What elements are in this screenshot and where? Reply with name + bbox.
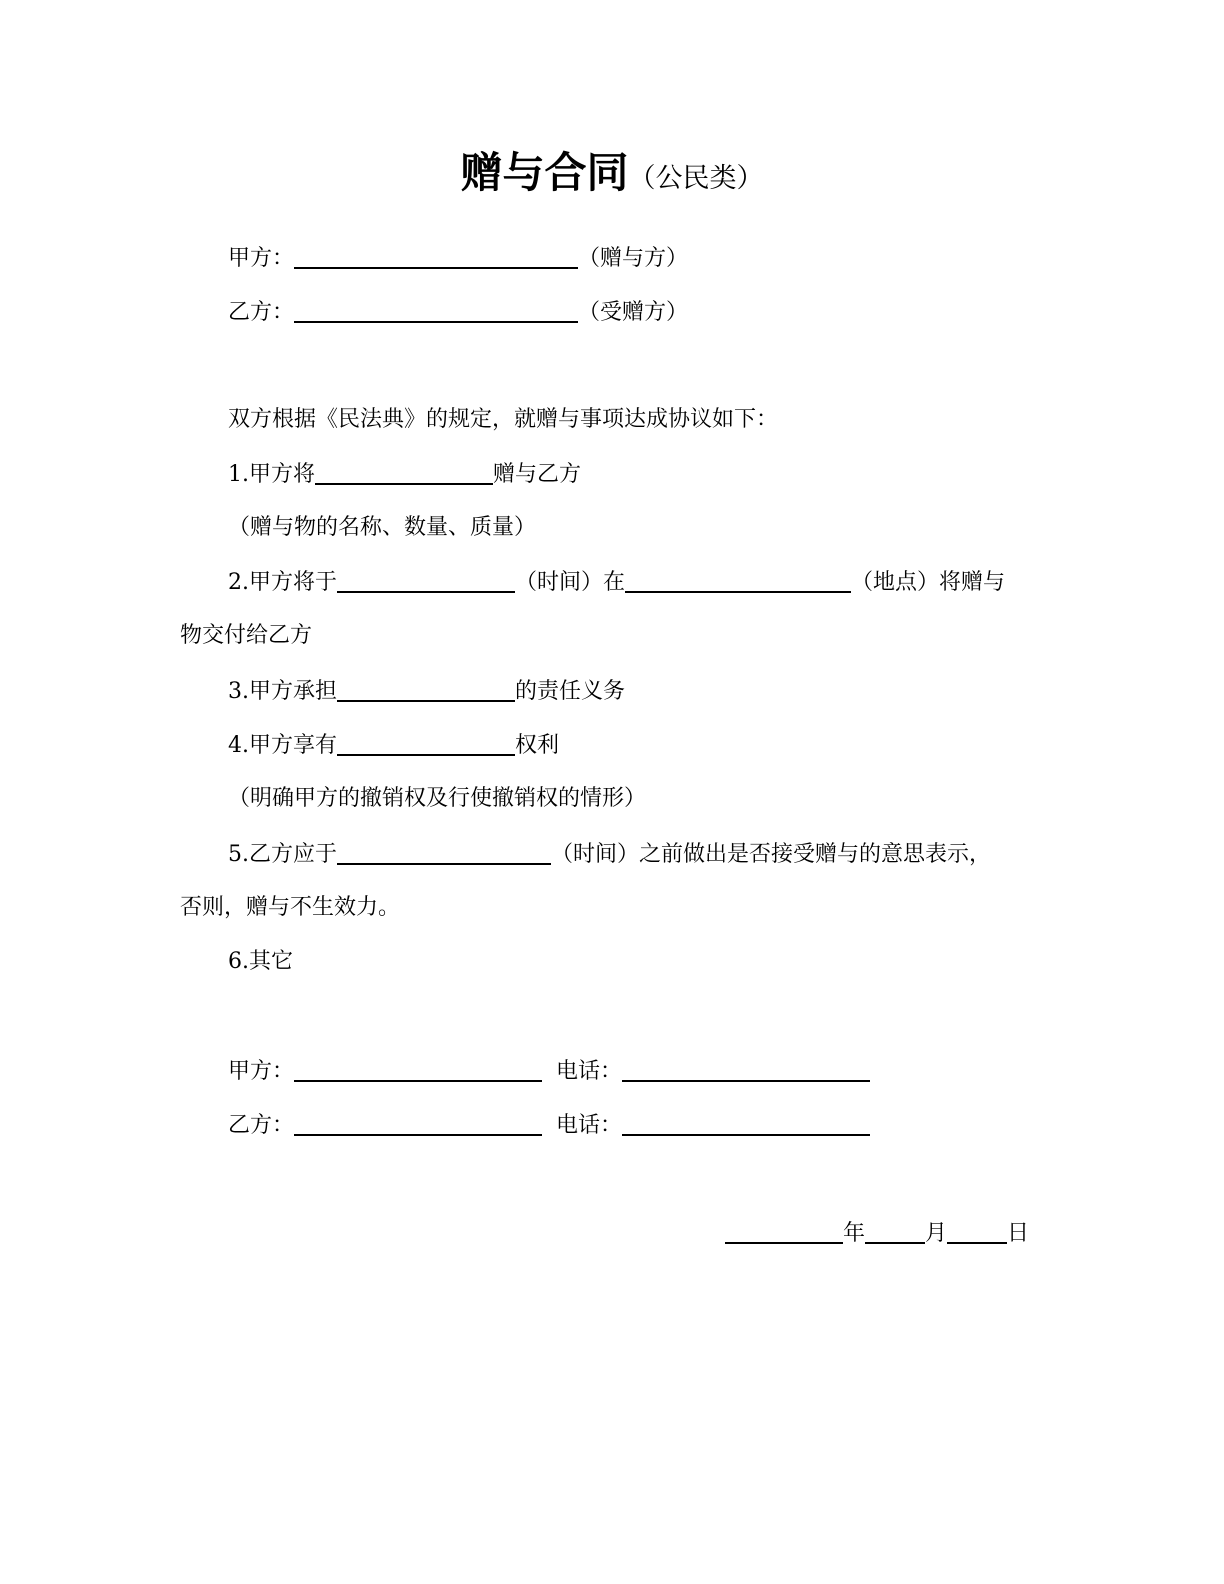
rights-blank[interactable] [337,730,515,756]
day-label: 日 [1007,1221,1030,1246]
item-5 [228,839,991,870]
party-a-role: （赠与方） [578,246,689,271]
item-1-note: （赠与物的名称、数量、质量） [228,515,537,540]
item-1-post: 赠与乙方 [493,462,582,487]
item-6: 6.其它 [228,949,293,974]
party-a-line [228,243,688,274]
month-blank[interactable] [865,1218,925,1244]
year-blank[interactable] [725,1218,843,1244]
duty-blank[interactable] [337,676,515,702]
item-5-pre: 5.乙方应于 [228,842,337,867]
item-2-pre: 2.甲方将于 [228,570,337,595]
item-2 [228,567,1005,598]
item-4-post: 权利 [515,733,560,758]
item-2-post: （地点）将赠与 [851,570,1006,595]
item-5-post: （时间）之前做出是否接受赠与的意思表示， [551,842,992,867]
phone-b-label: 电话： [556,1113,623,1138]
phone-a-label: 电话： [556,1059,623,1084]
intro-text: 双方根据《民法典》的规定，就赠与事项达成协议如下： [228,407,779,432]
signature-a-label: 甲方： [228,1059,295,1084]
item-1 [228,459,581,490]
item-4 [228,730,559,761]
item-3 [228,676,625,707]
year-label: 年 [843,1221,866,1246]
party-b-label: 乙方： [228,300,295,325]
item-2-mid: （时间）在 [515,570,626,595]
month-label: 月 [925,1221,948,1246]
signature-b-label: 乙方： [228,1113,295,1138]
phone-b-blank[interactable] [622,1110,870,1136]
party-a-label: 甲方： [228,246,295,271]
delivery-time-blank[interactable] [337,567,515,593]
delivery-place-blank[interactable] [625,567,851,593]
item-4-note: （明确甲方的撤销权及行使撤销权的情形） [228,786,647,811]
item-5-cont: 否则，赠与不生效力。 [180,895,401,920]
item-4-pre: 4.甲方享有 [228,733,337,758]
gift-blank[interactable] [315,459,493,485]
party-b-line [228,297,688,328]
signature-a-blank[interactable] [294,1056,542,1082]
party-a-blank[interactable] [294,243,578,269]
party-b-role: （受赠方） [578,300,689,325]
title-main: 赠与合同 [460,148,629,197]
title-sub: （公民类） [628,163,764,194]
item-1-pre: 1.甲方将 [228,462,315,487]
page-title [0,143,1224,212]
item-3-pre: 3.甲方承担 [228,679,337,704]
date-line [725,1218,1029,1249]
party-b-blank[interactable] [294,297,578,323]
phone-a-blank[interactable] [622,1056,870,1082]
signature-b-line [228,1110,870,1141]
item-2-cont: 物交付给乙方 [180,623,313,648]
accept-time-blank[interactable] [337,839,551,865]
signature-b-blank[interactable] [294,1110,542,1136]
day-blank[interactable] [947,1218,1007,1244]
item-3-post: 的责任义务 [515,679,626,704]
signature-a-line [228,1056,870,1087]
